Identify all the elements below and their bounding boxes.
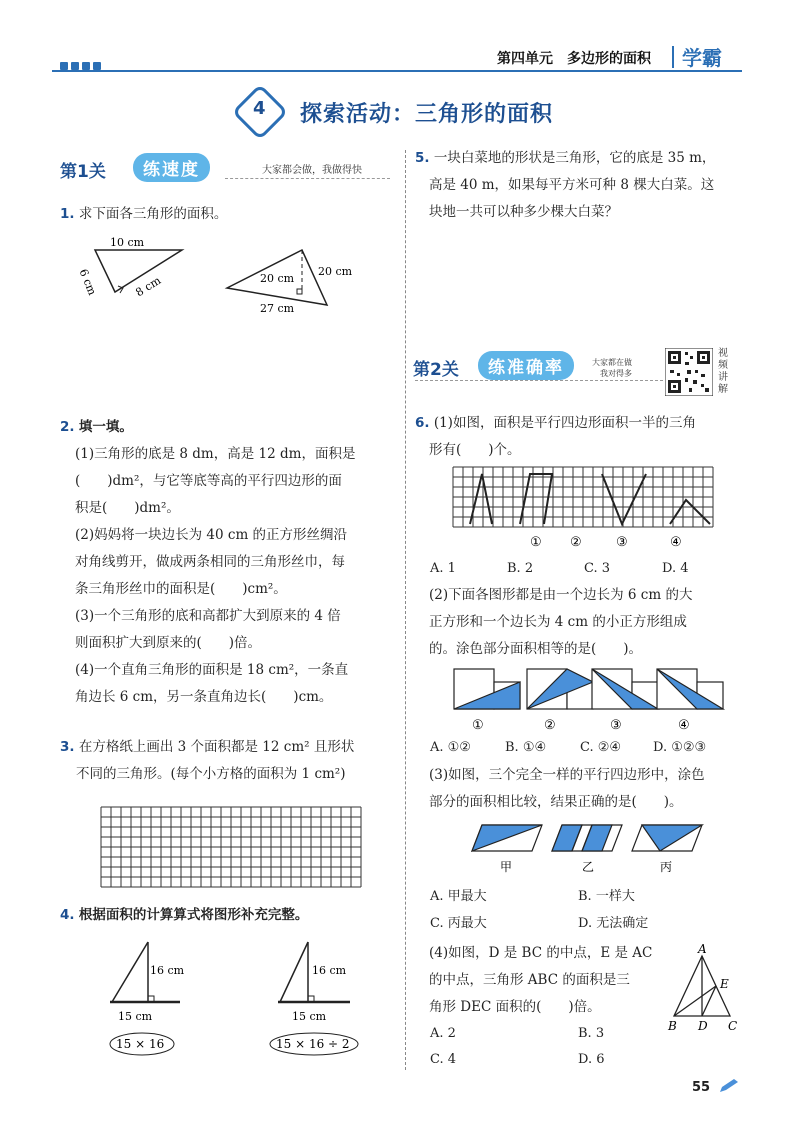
- q6-p4-label: A: [698, 942, 707, 956]
- q4-fig2-formula: 15 × 16 ÷ 2: [276, 1037, 350, 1051]
- q6-p4-line: (4)如图，D 是 BC 的中点，E 是 AC: [429, 945, 653, 961]
- q6-p4-line: 的中点，三角形 ABC 的面积是三: [429, 972, 630, 988]
- q2-line: (2)妈妈将一块边长为 40 cm 的正方形丝绸沿: [75, 527, 348, 543]
- q6-p4-label: D: [698, 1019, 708, 1033]
- q6-p3-line: 部分的面积相比较，结果正确的是( )。: [429, 794, 683, 810]
- q3-line: 不同的三角形。(每个小方格的面积为 1 cm²): [76, 766, 346, 782]
- q6-p3-option-d[interactable]: D. 无法确定: [578, 916, 649, 931]
- q6-p2-figures: [452, 667, 732, 737]
- fig1-bottom: 8 cm: [133, 273, 164, 300]
- q4: [60, 902, 308, 929]
- q6-p2-option-c[interactable]: C. ②④: [580, 740, 622, 755]
- column-divider: [405, 150, 406, 1070]
- q6-p1-line: 形有( )个。: [429, 442, 521, 458]
- lesson-number: 4: [253, 98, 266, 119]
- q5-line: 一块白菜地的形状是三角形，它的底是 35 m，: [433, 150, 716, 166]
- q6-p2-label: ③: [610, 718, 622, 733]
- q4-fig1-height: 16 cm: [150, 964, 185, 977]
- q6-p1-option-c[interactable]: C. 3: [584, 561, 611, 576]
- q6-p1-label: ③: [616, 535, 628, 550]
- q6-p3-line: (3)如图，三个完全一样的平行四边形中，涂色: [429, 767, 705, 783]
- q2-line: 积是( )dm²。: [75, 500, 180, 516]
- q6-p4-label: E: [720, 977, 729, 991]
- q5: [415, 145, 755, 226]
- q1: [60, 201, 227, 228]
- q5-line: 高是 40 m，如果每平方米可种 8 棵大白菜。这: [429, 177, 715, 193]
- q6-p3-option-a[interactable]: A. 甲最大: [430, 889, 487, 904]
- q6-p4-option-d[interactable]: D. 6: [578, 1052, 605, 1067]
- q6-p2-option-a[interactable]: A. ①②: [430, 740, 471, 755]
- fig2-height: 20 cm: [260, 272, 295, 285]
- page-number: 55: [692, 1080, 711, 1095]
- fig2-side: [280, 942, 308, 1002]
- section2-rule: [415, 380, 663, 381]
- q6-p2: [429, 582, 749, 663]
- q2-line: (1)三角形的底是 8 dm，高是 12 dm，面积是: [75, 446, 356, 462]
- fig1-left: 6 cm: [76, 267, 99, 298]
- q2-line: 角边长 6 cm，另一条直角边长( )cm。: [75, 689, 333, 705]
- q6-p3-label: 乙: [582, 860, 595, 874]
- q4-text: 根据面积的计算算式将图形补充完整。: [78, 907, 309, 923]
- q6-p3-option-c[interactable]: C. 丙最大: [430, 916, 487, 931]
- q4-figures: [100, 940, 400, 1060]
- header-rule: [52, 70, 742, 72]
- q6-p3: [429, 762, 749, 816]
- q2-line: (3)一个三角形的底和高都扩大到原来的 4 倍: [75, 608, 341, 624]
- shape-4: [670, 500, 710, 524]
- q1-figures: [70, 230, 390, 330]
- q2-line: ( )dm²，与它等底等高的平行四边形的面: [75, 473, 342, 489]
- q6-p4: [429, 940, 669, 1021]
- q6-p2-line: 正方形和一个边长为 4 cm 的小正方形组成: [429, 614, 687, 630]
- fig1-top: 10 cm: [110, 236, 145, 249]
- q2-line: (4)一个直角三角形的面积是 18 cm²，一条直: [75, 662, 349, 678]
- q6-p1-line: (1)如图，面积是平行四边形面积一半的三角: [433, 415, 696, 431]
- q2-line: 条三角形丝巾的面积是( )cm²。: [75, 581, 287, 597]
- brand-logo: 学霸: [682, 46, 722, 70]
- q5-number: 5.: [415, 150, 430, 166]
- fig2-base: 27 cm: [260, 302, 295, 315]
- q4-fig1-base: 15 cm: [118, 1010, 153, 1023]
- q6-p1: [415, 410, 755, 464]
- q3-grid[interactable]: [100, 806, 362, 888]
- q2-line: 对角线剪开，做成两条相同的三角形丝巾，每: [75, 554, 345, 570]
- q4-fig1-formula: 15 × 16: [116, 1037, 165, 1051]
- q6-p1-label: ①: [530, 535, 542, 550]
- section1-pill: 练速度: [133, 153, 210, 182]
- fig1-side: [112, 942, 148, 1002]
- q6-p4-option-a[interactable]: A. 2: [430, 1026, 456, 1041]
- q4-fig2-height: 16 cm: [312, 964, 347, 977]
- section1-rule: [225, 178, 390, 179]
- q6-p1-label: ④: [670, 535, 682, 550]
- q6-p4-option-b[interactable]: B. 3: [578, 1026, 605, 1041]
- q3: [60, 734, 400, 788]
- q6-p2-label: ④: [678, 718, 690, 733]
- q6-p2-option-b[interactable]: B. ①④: [505, 740, 547, 755]
- q6-p4-triangle: [664, 942, 744, 1034]
- pencil-icon: [718, 1078, 740, 1094]
- lesson-title: 探索活动：三角形的面积: [300, 102, 554, 127]
- q5-line: 块地一共可以种多少棵大白菜？: [429, 204, 618, 220]
- q6-p3-figures: [470, 823, 720, 879]
- q6-p1-grid: [452, 466, 714, 552]
- q3-number: 3.: [60, 739, 75, 755]
- q6-p4-label: B: [668, 1019, 677, 1033]
- q6-p3-option-b[interactable]: B. 一样大: [578, 889, 635, 904]
- q6-p4-label: C: [728, 1019, 738, 1033]
- qr-label: 视频讲解: [718, 348, 728, 395]
- q2-title-row: [60, 414, 133, 441]
- section2-tagline2: 我对得多: [600, 369, 632, 378]
- q6-number: 6.: [415, 415, 430, 431]
- q2-title: 填一填。: [78, 419, 133, 435]
- qr-code-icon[interactable]: [665, 348, 713, 396]
- q6-p1-option-b[interactable]: B. 2: [507, 561, 534, 576]
- unit-title: 第四单元 多边形的面积: [497, 51, 651, 67]
- q2-line: 则面积扩大到原来的( )倍。: [75, 635, 262, 651]
- height-foot-mark: [297, 289, 302, 294]
- q3-line: 在方格纸上画出 3 个面积都是 12 cm² 且形状: [78, 739, 355, 755]
- q1-text: 求下面各三角形的面积。: [78, 206, 228, 222]
- q1-number: 1.: [60, 206, 75, 222]
- q6-p2-label: ②: [544, 718, 556, 733]
- q6-p2-label: ①: [472, 718, 484, 733]
- q6-p1-option-a[interactable]: A. 1: [430, 561, 456, 576]
- q6-p3-label: 甲: [500, 860, 513, 874]
- q6-p4-option-c[interactable]: C. 4: [430, 1052, 457, 1067]
- q6-p4-line: 角形 DEC 面积的( )倍。: [429, 999, 601, 1015]
- section2-tagline1: 大家都在做: [592, 358, 632, 367]
- q4-fig2-base: 15 cm: [292, 1010, 327, 1023]
- q4-number: 4.: [60, 907, 75, 923]
- q6-p2-line: 的。涂色部分面积相等的是( )。: [429, 641, 643, 657]
- section2-pill: 练准确率: [478, 351, 574, 380]
- header-separator: [672, 46, 674, 68]
- section2-label: 第2关: [413, 360, 459, 380]
- fig2-side: 20 cm: [318, 265, 353, 278]
- q2-number: 2.: [60, 419, 75, 435]
- q6-p2-option-d[interactable]: D. ①②③: [653, 740, 707, 755]
- section1-tagline: 大家都会做，我做得快: [262, 165, 362, 176]
- q2-body: [75, 441, 397, 711]
- q6-p1-label: ②: [570, 535, 582, 550]
- section1-label: 第1关: [60, 162, 106, 182]
- q6-p2-line: (2)下面各图形都是由一个边长为 6 cm 的大: [429, 587, 693, 603]
- q6-p1-option-d[interactable]: D. 4: [662, 561, 689, 576]
- q6-p3-label: 丙: [660, 860, 673, 874]
